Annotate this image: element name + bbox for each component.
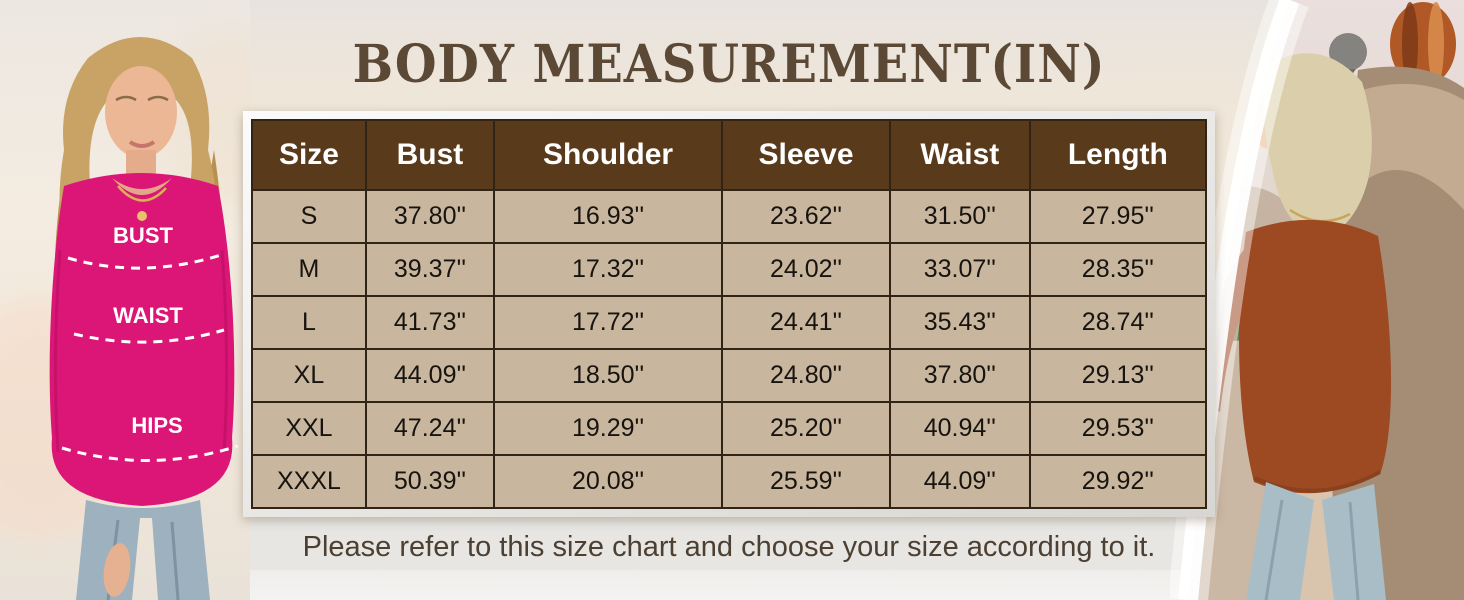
- column-header-length: Length: [1030, 120, 1206, 190]
- measurement-cell: 25.59'': [722, 455, 890, 508]
- measurement-cell: 27.95'': [1030, 190, 1206, 243]
- measurement-cell: 19.29'': [494, 402, 722, 455]
- measurement-cell: 28.74'': [1030, 296, 1206, 349]
- measurement-cell: 40.94'': [890, 402, 1030, 455]
- size-cell: L: [252, 296, 366, 349]
- size-cell: XXL: [252, 402, 366, 455]
- measurement-cell: 17.32'': [494, 243, 722, 296]
- measurement-cell: 44.09'': [366, 349, 494, 402]
- measurement-cell: 39.37'': [366, 243, 494, 296]
- hips-label: HIPS: [131, 413, 183, 438]
- bust-label: BUST: [113, 223, 173, 248]
- size-cell: S: [252, 190, 366, 243]
- column-header-shoulder: Shoulder: [494, 120, 722, 190]
- header-row: [252, 120, 1206, 190]
- measurement-cell: 50.39'': [366, 455, 494, 508]
- column-header-bust: Bust: [366, 120, 494, 190]
- necklace-pendant: [137, 211, 147, 221]
- measurement-cell: 28.35'': [1030, 243, 1206, 296]
- column-header-sleeve: Sleeve: [722, 120, 890, 190]
- size-cell: XXXL: [252, 455, 366, 508]
- measurement-cell: 47.24'': [366, 402, 494, 455]
- measurement-cell: 24.41'': [722, 296, 890, 349]
- size-cell: M: [252, 243, 366, 296]
- waist-label: WAIST: [113, 303, 183, 328]
- caption-strip: [243, 524, 1215, 570]
- measurement-cell: 29.92'': [1030, 455, 1206, 508]
- measurement-cell: 37.80'': [366, 190, 494, 243]
- measurement-cell: 37.80'': [890, 349, 1030, 402]
- size-table: [251, 119, 1207, 509]
- measurement-cell: 17.72'': [494, 296, 722, 349]
- column-header-size: Size: [252, 120, 366, 190]
- measurement-cell: 24.02'': [722, 243, 890, 296]
- measurement-cell: 29.13'': [1030, 349, 1206, 402]
- page-title: BODY MEASUREMENT(IN): [352, 34, 1106, 95]
- table-row: [252, 402, 1206, 455]
- measurement-cell: 31.50'': [890, 190, 1030, 243]
- measurement-cell: 29.53'': [1030, 402, 1206, 455]
- table-row: [252, 243, 1206, 296]
- measurement-cell: 24.80'': [722, 349, 890, 402]
- column-header-waist: Waist: [890, 120, 1030, 190]
- measurement-cell: 33.07'': [890, 243, 1030, 296]
- measurement-cell: 44.09'': [890, 455, 1030, 508]
- table-row: [252, 296, 1206, 349]
- measurement-cell: 35.43'': [890, 296, 1030, 349]
- measurement-cell: 20.08'': [494, 455, 722, 508]
- measurement-cell: 16.93'': [494, 190, 722, 243]
- left-model-photo: [0, 0, 250, 600]
- caption-text: Please refer to this size chart and choose your size according to it.: [302, 530, 1156, 563]
- size-table-frame: [243, 111, 1215, 517]
- table-row: [252, 455, 1206, 508]
- measurement-cell: 18.50'': [494, 349, 722, 402]
- right-model-rust-top: [1239, 220, 1391, 493]
- measurement-cell: 23.62'': [722, 190, 890, 243]
- measurement-cell: 41.73'': [366, 296, 494, 349]
- size-cell: XL: [252, 349, 366, 402]
- table-row: [252, 349, 1206, 402]
- table-row: [252, 190, 1206, 243]
- measurement-cell: 25.20'': [722, 402, 890, 455]
